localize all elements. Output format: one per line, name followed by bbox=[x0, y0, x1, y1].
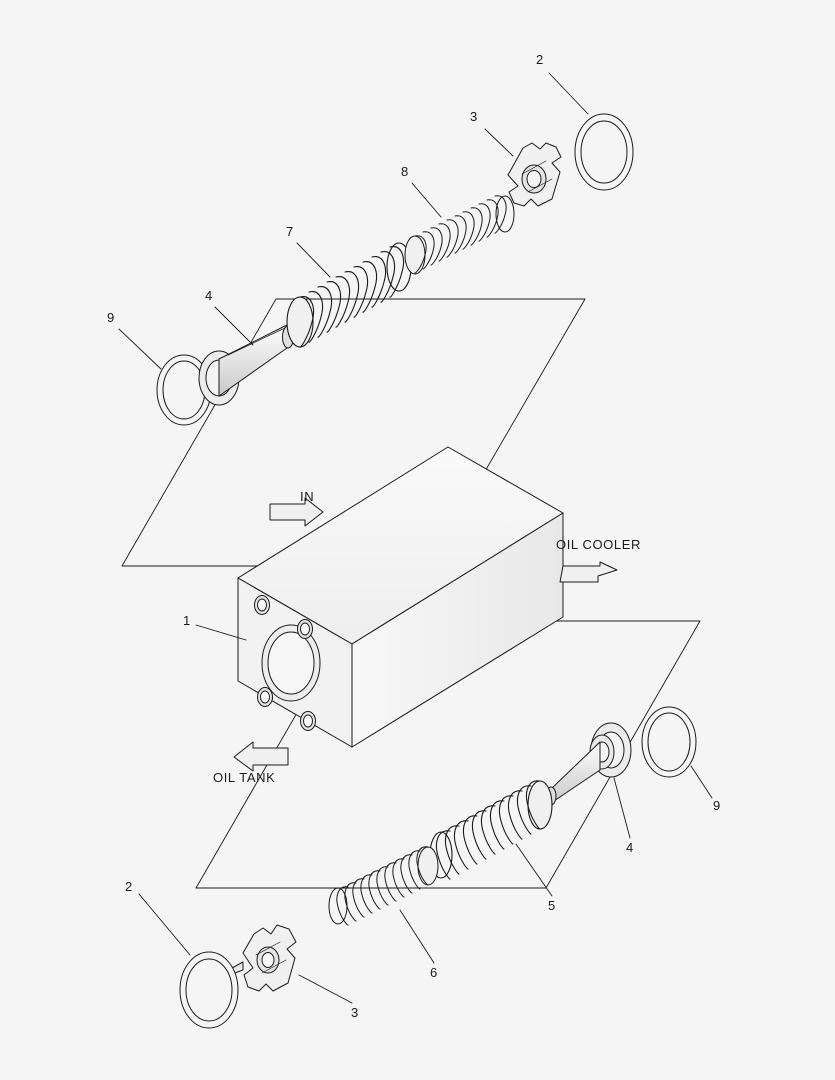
callout-3-bottom: 3 bbox=[351, 1005, 359, 1020]
poppet-4-top bbox=[199, 325, 294, 405]
callout-6: 6 bbox=[430, 965, 438, 980]
oring-2-top bbox=[575, 114, 633, 190]
retainer-3-top bbox=[508, 143, 561, 206]
callout-2-top: 2 bbox=[536, 52, 544, 67]
oring-2-bottom bbox=[180, 952, 238, 1028]
spring-5 bbox=[430, 781, 552, 879]
callout-3-top: 3 bbox=[470, 109, 478, 124]
flow-arrow-oil-tank bbox=[234, 742, 288, 771]
valve-body-block bbox=[238, 447, 563, 747]
callout-2-bottom: 2 bbox=[125, 879, 133, 894]
retainer-3-bottom bbox=[232, 925, 296, 991]
spring-7 bbox=[287, 243, 411, 347]
flow-label-in: IN bbox=[300, 489, 315, 504]
callout-1: 1 bbox=[183, 613, 191, 628]
callout-4-top: 4 bbox=[205, 288, 213, 303]
spring-8 bbox=[405, 196, 514, 274]
callout-5: 5 bbox=[548, 898, 556, 913]
flow-arrow-in bbox=[270, 498, 323, 526]
callout-9-bottom: 9 bbox=[713, 798, 721, 813]
callout-8: 8 bbox=[401, 164, 409, 179]
callout-7: 7 bbox=[286, 224, 294, 239]
flow-label-oil-cooler: OIL COOLER bbox=[556, 537, 641, 552]
oring-9-bottom bbox=[642, 707, 696, 777]
callout-4-bottom: 4 bbox=[626, 840, 634, 855]
callout-9-top: 9 bbox=[107, 310, 115, 325]
flow-arrow-oil-cooler bbox=[560, 562, 617, 582]
spring-6 bbox=[329, 847, 438, 925]
flow-label-oil-tank: OIL TANK bbox=[213, 770, 276, 785]
